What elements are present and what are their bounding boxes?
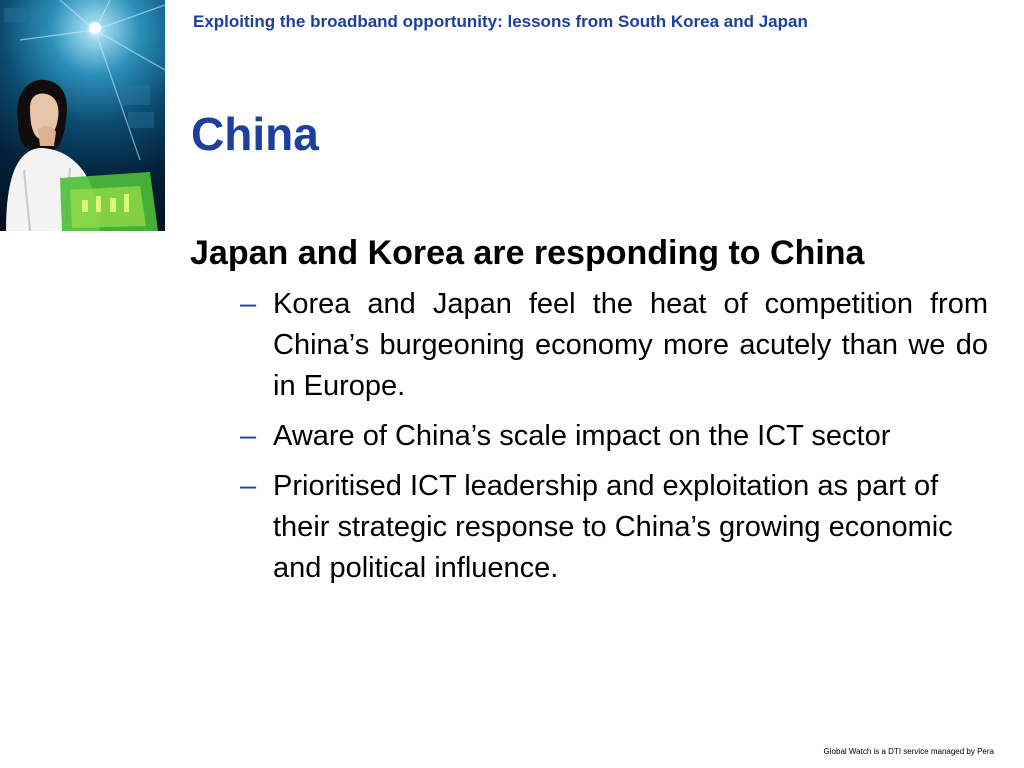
slide-title: China (191, 108, 319, 160)
bullet-list (240, 284, 988, 598)
bullet-item (240, 284, 988, 407)
bullet-text: Prioritised ICT leadership and exploitation as part of their strategic response to China’s growing economic and political influence. (273, 470, 953, 584)
bullet-text: Korea and Japan feel the heat of competition from China’s burgeoning economy more acutely than we do in Europe. (273, 288, 988, 402)
bullet-item (240, 466, 988, 589)
woman-at-laptop-illustration (0, 0, 165, 231)
bullet-item (240, 416, 988, 457)
section-heading: Japan and Korea are responding to China (190, 234, 865, 272)
header-photo (0, 0, 165, 231)
presentation-header: Exploiting the broadband opportunity: lessons from South Korea and Japan (193, 12, 808, 31)
dash-marker: – (240, 420, 257, 452)
footer-credit: Global Watch is a DTI service managed by Pera (823, 747, 994, 756)
dash-marker: – (240, 470, 257, 502)
bullet-text: Aware of China’s scale impact on the ICT sector (273, 420, 891, 452)
dash-marker: – (240, 288, 257, 320)
